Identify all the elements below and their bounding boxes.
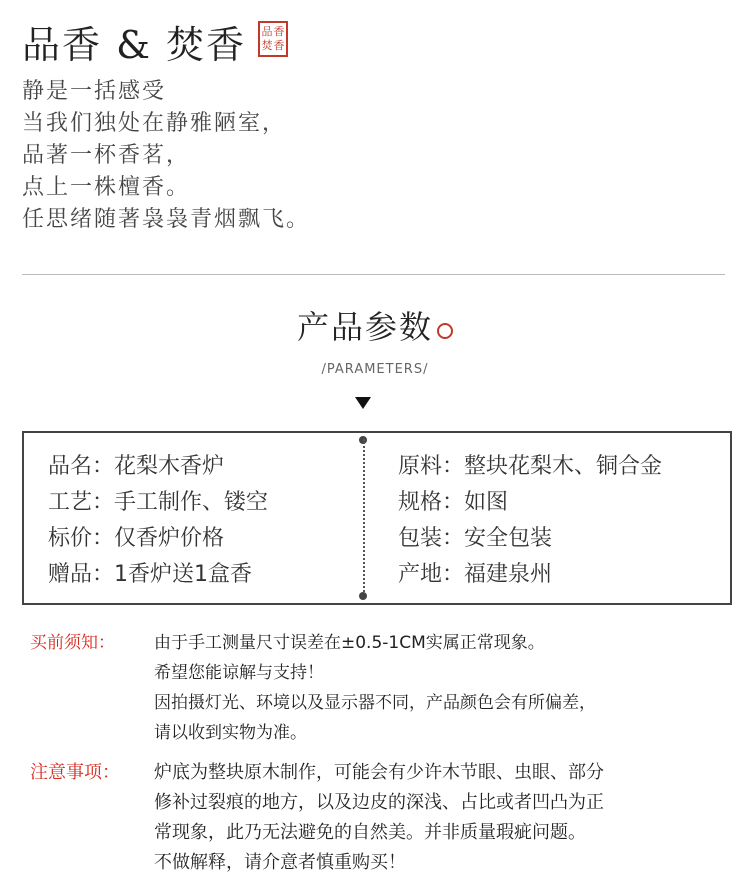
purchase-notice [30,628,730,748]
params-table [22,431,732,605]
seal-char: 品 [261,25,273,38]
params-title-text: 产品参数 [296,308,433,346]
poem-line: 当我们独处在静雅陋室， [22,111,287,136]
notice-line: 炉底为整块原木制作，可能会有少许木节眼、虫眼、部分 [154,762,604,783]
page-title: 品香 & 焚香 [22,23,246,67]
param-row: 包装：安全包装 [398,526,553,551]
poem-line: 点上一株檀香。 [22,175,191,200]
params-heading [0,302,750,348]
column-divider [363,439,365,599]
poem-line: 静是一括感受 [22,79,167,104]
params-left-column [48,449,268,593]
poem [22,76,310,236]
seal-char: 香 [273,25,285,38]
seal-stamp-icon [258,21,288,57]
section-divider [22,274,725,275]
notice-line: 因拍摄灯光、环境以及显示器不同，产品颜色会有所偏差， [154,693,596,713]
param-row: 标价：仅香炉价格 [48,526,225,551]
param-row: 原料：整块花梨木、铜合金 [398,454,663,479]
notice-line: 常现象，此乃无法避免的自然美。并非质量瑕疵问题。 [154,822,586,843]
notes-section [30,628,730,878]
param-row: 产地：福建泉州 [398,562,553,587]
param-row: 规格：如图 [398,490,509,515]
triangle-down-icon [355,397,371,409]
red-circle-icon [437,323,453,339]
seal-char: 香 [273,39,285,52]
divider-dot-icon [359,592,367,600]
attention-notice [30,758,730,878]
notice-line: 不做解释，请介意者慎重购买！ [154,852,406,873]
params-title [297,302,453,348]
param-row: 赠品：1香炉送1盒香 [48,562,252,587]
params-right-column [398,449,662,593]
poem-line: 任思绪随著袅袅青烟飘飞。 [22,207,311,232]
header [22,20,288,70]
poem-line: 品著一杯香茗， [22,143,191,168]
notice-line: 修补过裂痕的地方，以及边皮的深浅、占比或者凹凸为正 [154,792,604,813]
attention-notice-label: 注意事项： [30,762,120,783]
notice-line: 由于手工测量尺寸误差在±0.5-1CM实属正常现象。 [154,633,545,653]
params-subtitle: /PARAMETERS/ [321,362,429,377]
param-row: 品名：花梨木香炉 [48,454,225,479]
notice-line: 希望您能谅解与支持！ [154,663,324,683]
param-row: 工艺：手工制作、镂空 [48,490,269,515]
notice-line: 请以收到实物为准。 [154,723,307,743]
purchase-notice-label: 买前须知： [30,633,115,653]
seal-char: 焚 [261,39,273,52]
